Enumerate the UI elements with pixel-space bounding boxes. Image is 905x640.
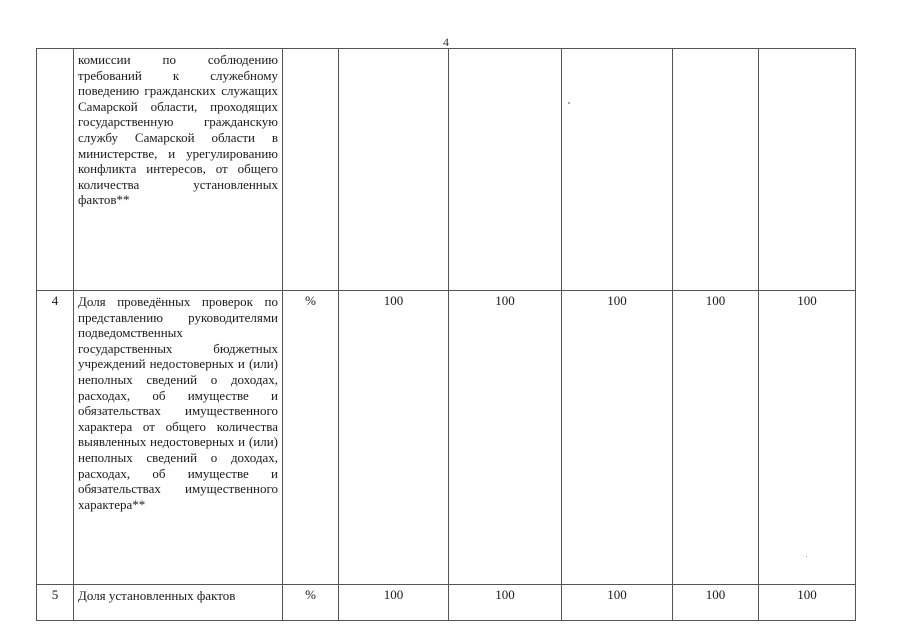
value-cell bbox=[673, 49, 759, 291]
unit-cell: % bbox=[283, 291, 339, 585]
value-cell: 100 bbox=[673, 585, 759, 621]
indicators-table bbox=[36, 48, 856, 621]
scan-speck bbox=[806, 556, 807, 557]
value-cell: 100 bbox=[673, 291, 759, 585]
table-row bbox=[37, 291, 856, 585]
value-cell bbox=[339, 49, 449, 291]
page-number: 4 bbox=[443, 35, 449, 49]
unit-cell: % bbox=[283, 585, 339, 621]
unit-cell bbox=[283, 49, 339, 291]
row-number-cell bbox=[37, 49, 74, 291]
value-cell bbox=[759, 49, 856, 291]
indicator-description-cell bbox=[74, 291, 283, 585]
value-cell: 100 bbox=[449, 585, 562, 621]
indicator-description: комиссии по соблюдению требований к служебному поведению гражданских служащих Самарской области, проходящих государственную гражданскую службу Самарской области в министерстве, и урегулированию конфликта интересов, от общего количества установленных фактов** bbox=[78, 52, 278, 208]
table-row bbox=[37, 49, 856, 291]
value-cell: 100 bbox=[562, 291, 673, 585]
value-cell: 100 bbox=[562, 585, 673, 621]
value-cell: 100 bbox=[449, 291, 562, 585]
row-number-cell: 5 bbox=[37, 585, 74, 621]
value-cell: 100 bbox=[759, 585, 856, 621]
table-row bbox=[37, 585, 856, 621]
value-cell bbox=[562, 49, 673, 291]
indicator-description-cell bbox=[74, 585, 283, 621]
indicator-description: Доля установленных фактов bbox=[78, 588, 236, 603]
indicator-description: Доля проведённых проверок по представлению руководителями подведомственных государственных бюджетных учреждений недостоверных и (или) неполных сведений о доходах, расходах, об имуществе и обязательствах имущественного характера от общего количества выявленных недостоверных и (или) неполных сведений о доходах, расходах, об имуществе и обязательствах имущественного характера** bbox=[78, 294, 278, 512]
value-cell bbox=[449, 49, 562, 291]
value-cell: 100 bbox=[339, 291, 449, 585]
row-number-cell: 4 bbox=[37, 291, 74, 585]
value-cell: 100 bbox=[759, 291, 856, 585]
indicator-description-cell bbox=[74, 49, 283, 291]
scan-speck bbox=[568, 102, 570, 104]
value-cell: 100 bbox=[339, 585, 449, 621]
